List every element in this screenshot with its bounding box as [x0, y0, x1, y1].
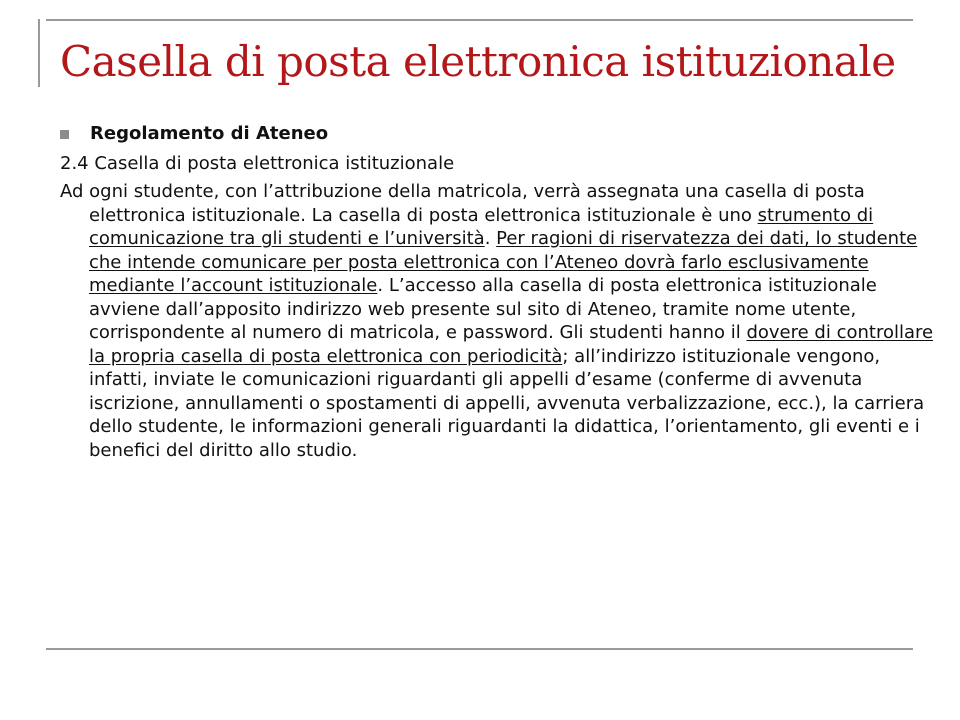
paragraph-text: . L’accesso alla casella di posta elettronica istituzionale avviene dall’apposito indirizzo web presente sul sito di Ateneo, tramite nome utente, corrispondente al numero di matricola, e password. Gli studenti hanno il — [89, 275, 877, 343]
bullet-label: Regolamento di Ateneo — [90, 123, 329, 144]
section-heading: 2.4 Casella di posta elettronica istituzionale — [60, 153, 455, 174]
left-divider-line — [38, 19, 40, 87]
bullet-item — [60, 122, 328, 146]
slide-title: Casella di posta elettronica istituzionale — [60, 37, 896, 86]
underlined-phrase-duty-to-check: dovere di controllare la propria casella di posta elettronica con periodicità — [89, 322, 934, 367]
underlined-phrase-privacy: Per ragioni di riservatezza dei dati, lo studente che intende comunicare per posta elettronica con l’Ateneo dovrà farlo esclusivamente mediante l’account istituzionale — [89, 228, 918, 296]
underlined-phrase-communication-tool: strumento di comunicazione tra gli studenti e l’università — [89, 204, 874, 249]
square-bullet-icon — [60, 130, 69, 139]
paragraph-text: . — [484, 228, 497, 249]
paragraph-text: Ad ogni studente, con l’attribuzione della matricola, verrà assegnata una casella di posta elettronica istituzionale. La casella di posta elettronica istituzionale è uno — [60, 181, 865, 226]
top-divider-line — [46, 19, 913, 21]
regulation-paragraph — [60, 180, 941, 462]
bottom-divider-line — [46, 648, 913, 650]
paragraph-text: ; all’indirizzo istituzionale vengono, infatti, inviate le comunicazioni riguardanti gli appelli d’esame (conferme di avvenuta iscrizione, annullamenti o spostamenti di appelli, avvenuta verbalizzazione, ecc.), la carriera dello studente, le informazioni generali riguardanti la didattica, l’orientamento, gli eventi e i benefici del diritto allo studio. — [89, 345, 925, 461]
